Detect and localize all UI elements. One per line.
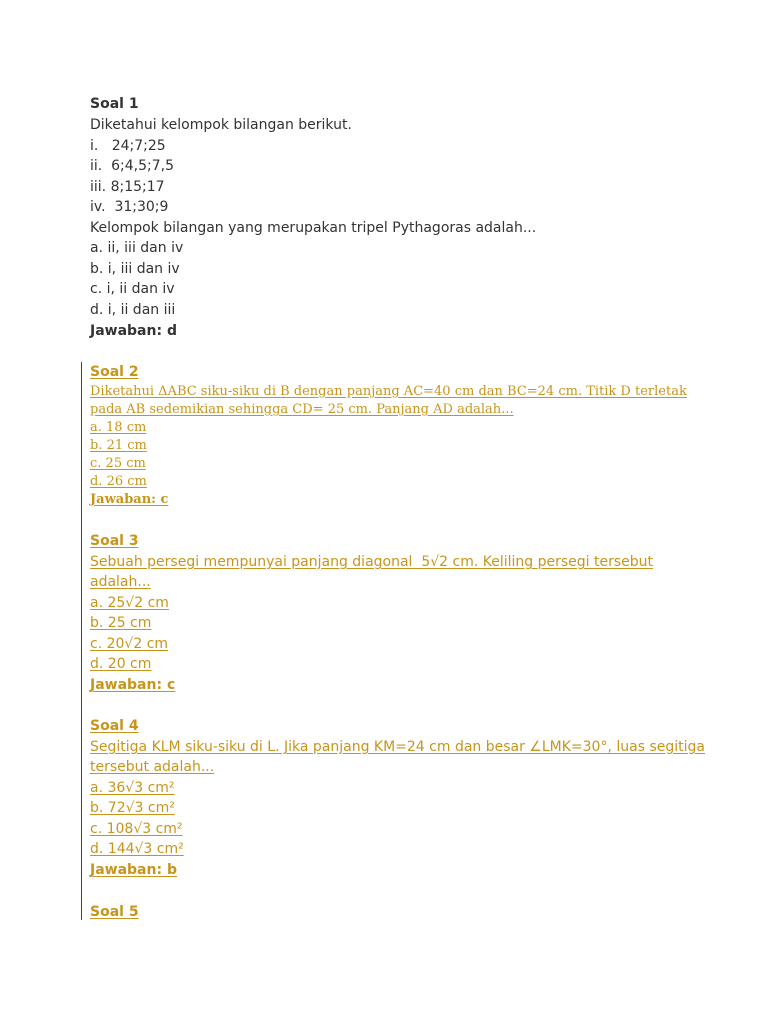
- soal3-option-d[interactable]: d. 20 cm: [90, 656, 152, 672]
- soal2-question-line1[interactable]: Diketahui ΔABC siku-siku di B dengan panjang AC=40 cm dan BC=24 cm. Titik D terletak: [90, 384, 687, 399]
- soal2-option-b[interactable]: b. 21 cm: [90, 438, 147, 453]
- soal1-intro: Diketahui kelompok bilangan berikut.: [90, 117, 352, 133]
- soal4-option-d[interactable]: d. 144√3 cm²: [90, 841, 184, 857]
- soal2-title[interactable]: Soal 2: [90, 364, 139, 380]
- soal3-title[interactable]: Soal 3: [90, 533, 139, 549]
- soal1-item-ii: ii. 6;4,5;7,5: [90, 158, 174, 174]
- soal3-question-line2[interactable]: adalah...: [90, 574, 151, 590]
- soal5-title[interactable]: Soal 5: [90, 904, 139, 920]
- soal1-item-i: i. 24;7;25: [90, 138, 166, 154]
- soal2-option-d[interactable]: d. 26 cm: [90, 474, 147, 489]
- soal2-option-a[interactable]: a. 18 cm: [90, 420, 147, 435]
- soal4-question-line1[interactable]: Segitiga KLM siku-siku di L. Jika panjang KM=24 cm dan besar ∠LMK=30°, luas segitiga: [90, 739, 705, 755]
- soal4-option-c[interactable]: c. 108√3 cm²: [90, 821, 183, 837]
- soal4-answer[interactable]: Jawaban: b: [90, 862, 177, 878]
- soal2-option-c[interactable]: c. 25 cm: [90, 456, 146, 471]
- soal4-option-b[interactable]: b. 72√3 cm²: [90, 800, 175, 816]
- soal3-question-line1[interactable]: Sebuah persegi mempunyai panjang diagonal 5√2 cm. Keliling persegi tersebut: [90, 554, 654, 570]
- soal2-question-line2[interactable]: pada AB sedemikian sehingga CD= 25 cm. Panjang AD adalah...: [90, 402, 514, 417]
- soal4-title[interactable]: Soal 4: [90, 718, 139, 734]
- soal1-item-iv: iv. 31;30;9: [90, 199, 169, 215]
- soal1-option-d: d. i, ii dan iii: [90, 302, 176, 318]
- soal1-question: Kelompok bilangan yang merupakan tripel Pythagoras adalah...: [90, 220, 537, 236]
- soal3-option-a[interactable]: a. 25√2 cm: [90, 595, 169, 611]
- soal3-answer[interactable]: Jawaban: c: [90, 677, 176, 693]
- soal1-answer: Jawaban: d: [90, 323, 177, 339]
- soal1-option-a: a. ii, iii dan iv: [90, 240, 184, 256]
- soal1-option-b: b. i, iii dan iv: [90, 261, 180, 277]
- soal1-option-c: c. i, ii dan iv: [90, 281, 175, 297]
- quote-bar: [81, 362, 82, 920]
- soal4-question-line2[interactable]: tersebut adalah...: [90, 759, 215, 775]
- soal1-item-iii: iii. 8;15;17: [90, 179, 165, 195]
- soal3-option-b[interactable]: b. 25 cm: [90, 615, 152, 631]
- soal1-title: Soal 1: [90, 96, 139, 112]
- soal4-option-a[interactable]: a. 36√3 cm²: [90, 780, 175, 796]
- soal3-option-c[interactable]: c. 20√2 cm: [90, 636, 169, 652]
- soal2-answer[interactable]: Jawaban: c: [90, 492, 169, 507]
